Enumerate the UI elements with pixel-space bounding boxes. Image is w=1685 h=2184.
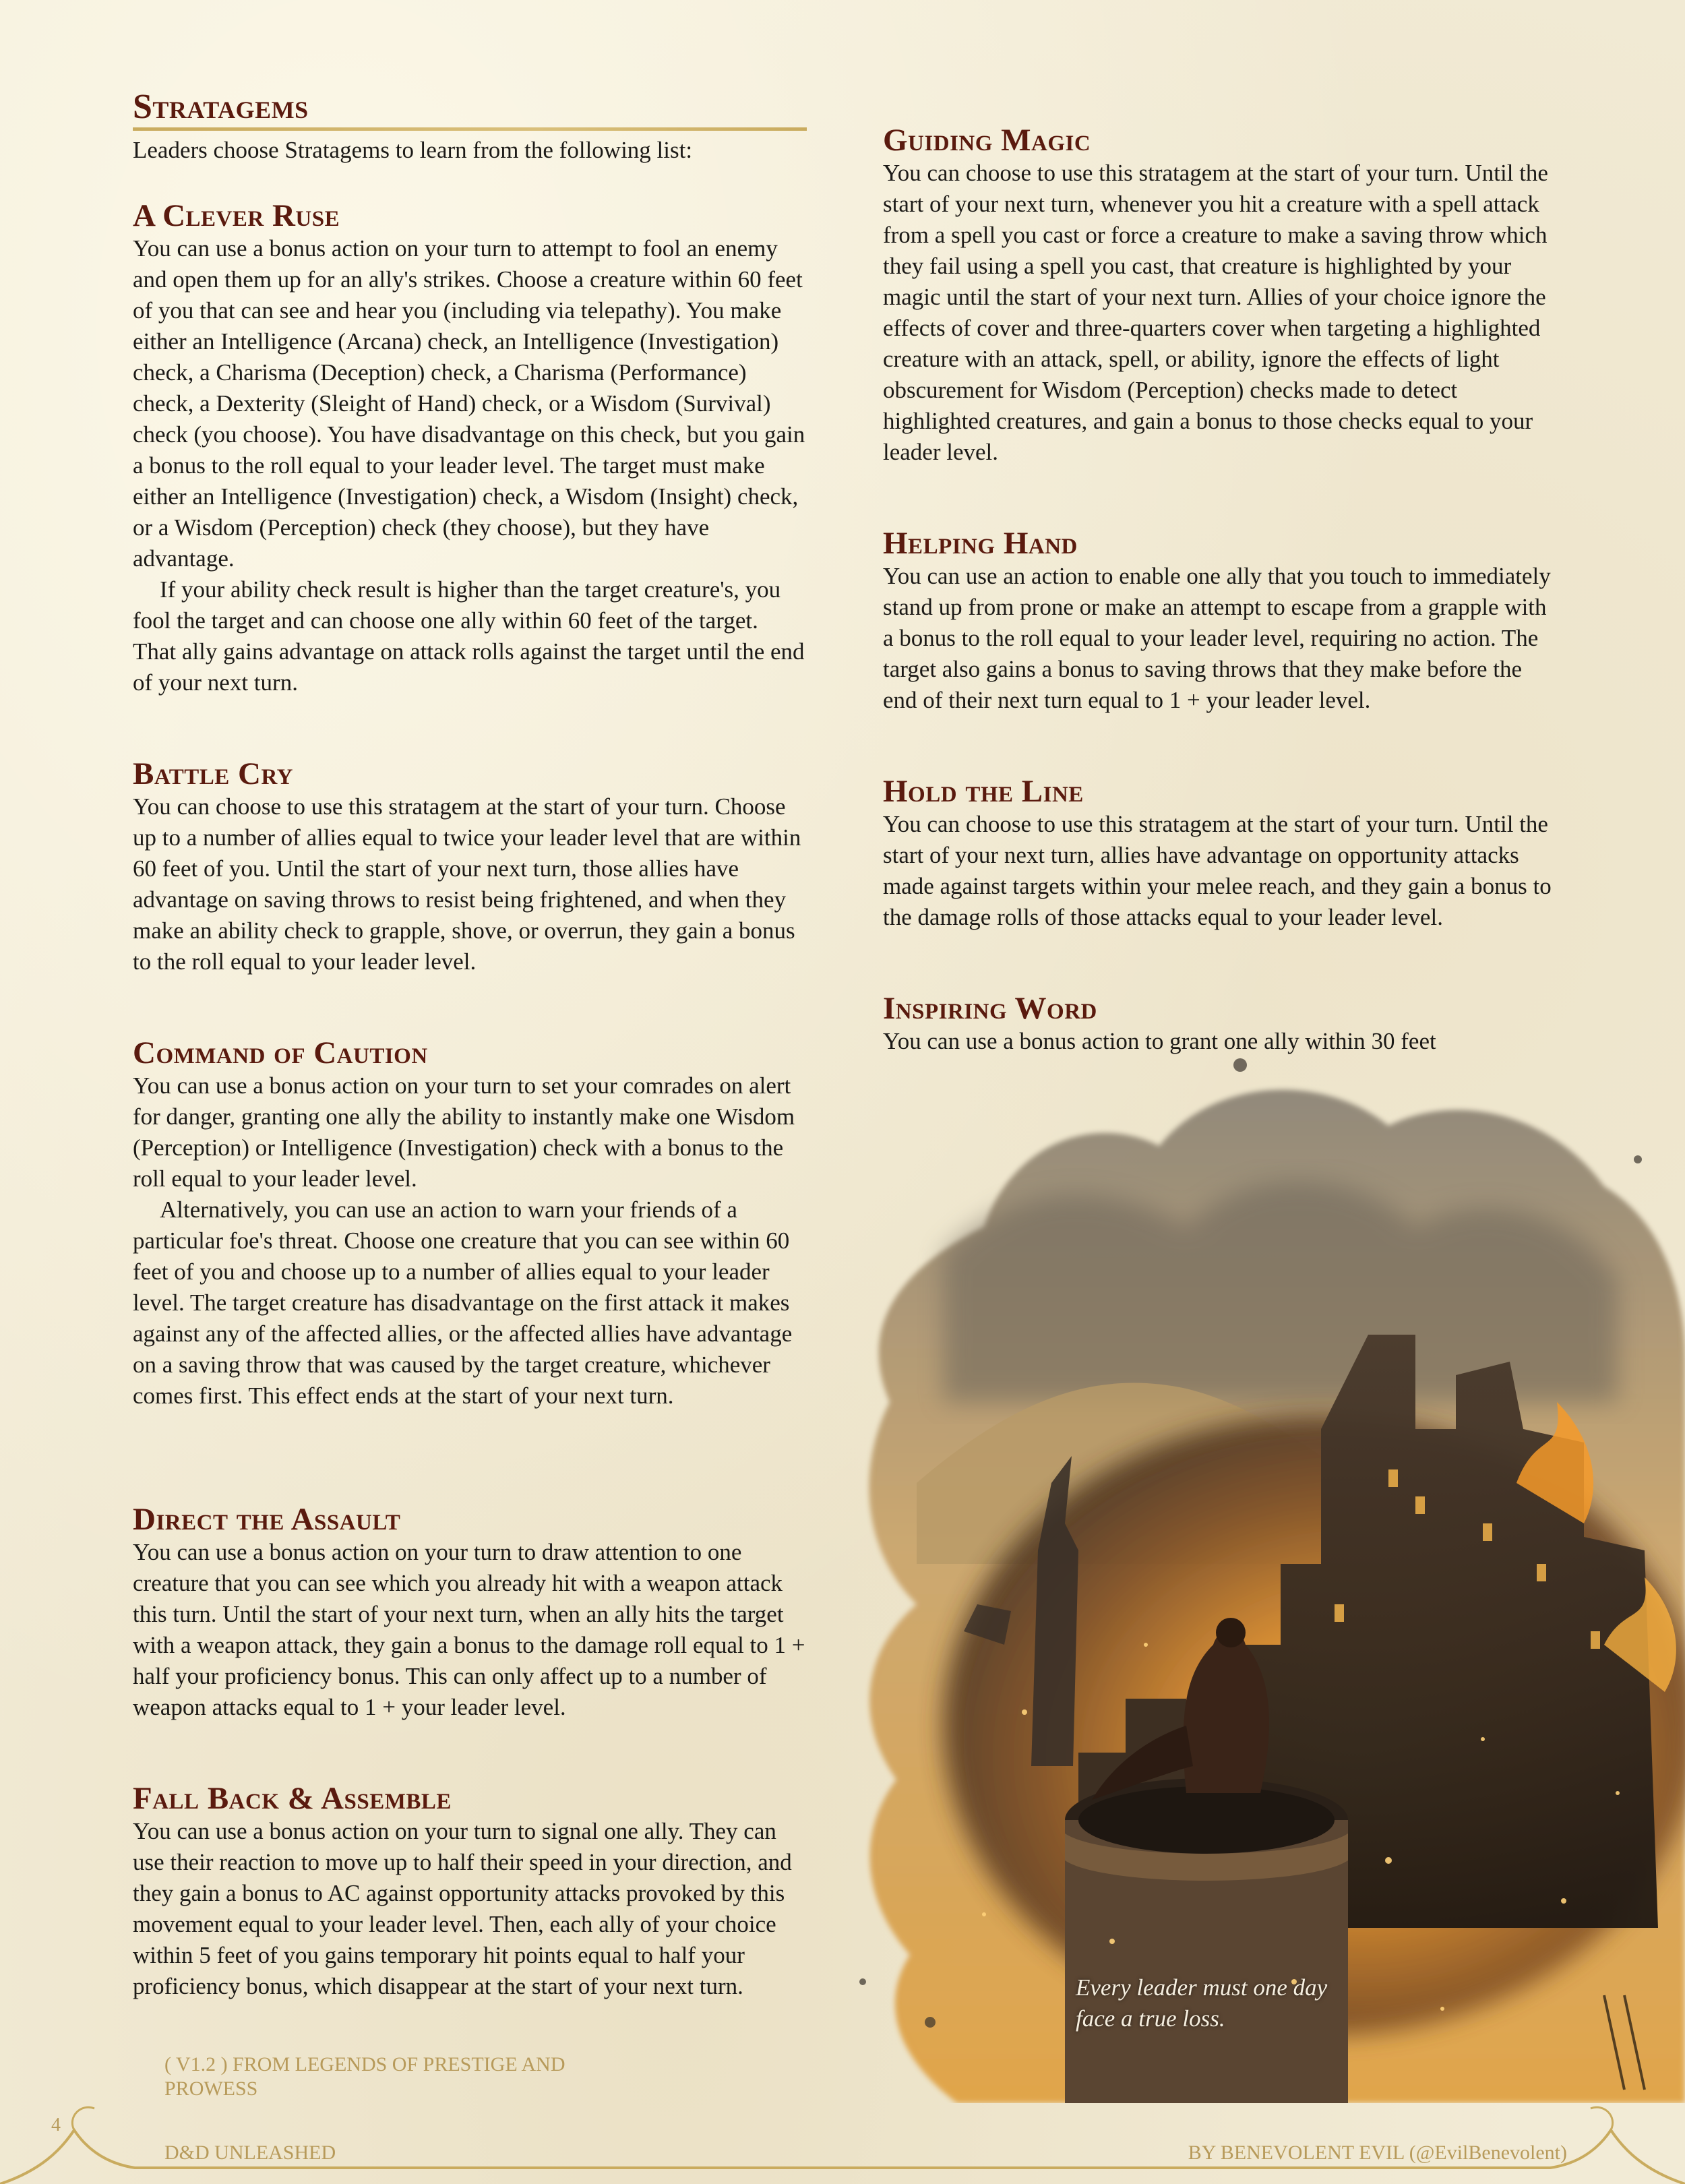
- footer-title: D&D UNLEASHED: [164, 2142, 336, 2164]
- entry-title: Hold the Line: [883, 774, 1084, 809]
- entry-helping-hand: [883, 526, 1557, 716]
- page-number: 4: [51, 2115, 61, 2135]
- entry-direct-the-assault: [133, 1502, 807, 1723]
- entry-fall-back: [133, 1781, 807, 2002]
- section-heading: Stratagems: [133, 88, 309, 126]
- entry-body: You can use an action to enable one ally that you touch to immediately stand up from prone or make an attempt to escape from a grapple with a bonus to the roll equal to your leader level, requiring no action. The target also gains a bonus to saving throws that they make before the end of their next turn equal to 1 + your leader level.: [883, 563, 1551, 713]
- entry-guiding-magic: [883, 123, 1557, 468]
- entry-title: Helping Hand: [883, 526, 1078, 561]
- entry-body: You can use a bonus action on your turn to signal one ally. They can use their reaction to move up to half their speed in your direction, and they gain a bonus to AC against opportunity attacks provoked by this movement equal to your leader level. Then, each ally of your choice within 5 feet of you gains temporary hit points equal to half your proficiency bonus, which disappear at the start of your next turn.: [133, 1818, 792, 1999]
- illustration-caption: Every leader must one day face a true loss.: [1076, 1974, 1328, 2032]
- entry-title: A Clever Ruse: [133, 198, 340, 233]
- version-footnote: ( V1.2 ) FROM LEGENDS OF PRESTIGE AND PROWESS: [164, 2053, 565, 2100]
- entry-body: You can use a bonus action on your turn to attempt to fool an enemy and open them up for an ally's strikes. Choose a creature within 60 feet of you that can see and hear you (including via telepathy). You make either an Intelligence (Arcana) check, an Intelligence (Investigation) check, a Charisma (Deception) check, a Charisma (Performance) check, a Dexterity (Sleight of Hand) check, or a Wisdom (Survival) check (you choose). You have disadvantage on this check, but you gain a bonus to the roll equal to your leader level. The target must make either an Intelligence (Investigation) check, a Wisdom (Insight) check, or a Wisdom (Perception) check (they choose), but they have advantage.: [133, 235, 805, 572]
- entry-inspiring-word: [883, 991, 1557, 1057]
- entry-title: Fall Back & Assemble: [133, 1781, 452, 1816]
- intro-text: Leaders choose Stratagems to learn from the following list:: [133, 137, 693, 163]
- entry-body: You can use a bonus action on your turn to set your comrades on alert for danger, granting one ally the ability to instantly make one Wisdom (Perception) or Intelligence (Investigation) check with a bonus to the roll equal to your leader level.: [133, 1072, 795, 1192]
- entry-title: Direct the Assault: [133, 1502, 401, 1537]
- entry-clever-ruse: [133, 198, 807, 698]
- entry-body: You can use a bonus action to grant one ally within 30 feet: [883, 1028, 1436, 1054]
- burning-city-illustration: [809, 1052, 1685, 2103]
- entry-body: You can choose to use this stratagem at the start of your turn. Choose up to a number of allies equal to twice your leader level that are within 60 feet of you. Until the start of your next turn, those allies have advantage on saving throws to resist being frightened, and when they make an ability check to grapple, shove, or overrun, they gain a bonus to the roll equal to your leader level.: [133, 793, 801, 975]
- heading-rule: [133, 127, 807, 131]
- entry-title: Battle Cry: [133, 756, 293, 791]
- entry-battle-cry: [133, 756, 807, 977]
- entry-title: Guiding Magic: [883, 123, 1091, 158]
- entry-title: Command of Caution: [133, 1035, 428, 1070]
- entry-body: Alternatively, you can use an action to warn your friends of a particular foe's threat. Choose one creature that you can see within 60 feet of you and choose up to a number of allies equal to your leader level. The target creature has disadvantage on the first attack it makes against any of the affected allies, or the affected allies have advantage on a saving throw that was caused by the target creature, whichever comes first. This effect ends at the start of your next turn.: [133, 1196, 793, 1409]
- entry-body: You can choose to use this stratagem at the start of your turn. Until the start of your next turn, whenever you hit a creature with a spell attack from a spell you cast or force a creature to make a saving throw which they fail using a spell you cast, that creature is highlighted by your magic until the start of your next turn. Allies of your choice ignore the effects of cover and three-quarters cover when targeting a highlighted creature with an attack, spell, or ability, ignore the effects of light obscurement for Wisdom (Perception) checks made to detect highlighted creatures, and gain a bonus to those checks equal to your leader level.: [883, 160, 1548, 465]
- entry-body: If your ability check result is higher than the target creature's, you fool the target and can choose one ally within 60 feet of the target. That ally gains advantage on attack rolls against the target until the end of your next turn.: [133, 576, 805, 696]
- entry-title: Inspiring Word: [883, 991, 1097, 1026]
- entry-body: You can choose to use this stratagem at the start of your turn. Until the start of your next turn, allies have advantage on opportunity attacks made against targets within your melee reach, and they gain a bonus to the damage rolls of those attacks equal to your leader level.: [883, 811, 1552, 930]
- footer-credit: BY BENEVOLENT EVIL (@EvilBenevolent): [1188, 2142, 1567, 2164]
- entry-hold-the-line: [883, 774, 1557, 933]
- entry-body: You can use a bonus action on your turn to draw attention to one creature that you can see which you already hit with a weapon attack this turn. Until the start of your next turn, when an ally hits the target with a weapon attack, they gain a bonus to the damage roll equal to 1 + half your proficiency bonus. This can only affect up to a number of weapon attacks equal to 1 + your leader level.: [133, 1539, 805, 1720]
- entry-command-of-caution: [133, 1035, 807, 1412]
